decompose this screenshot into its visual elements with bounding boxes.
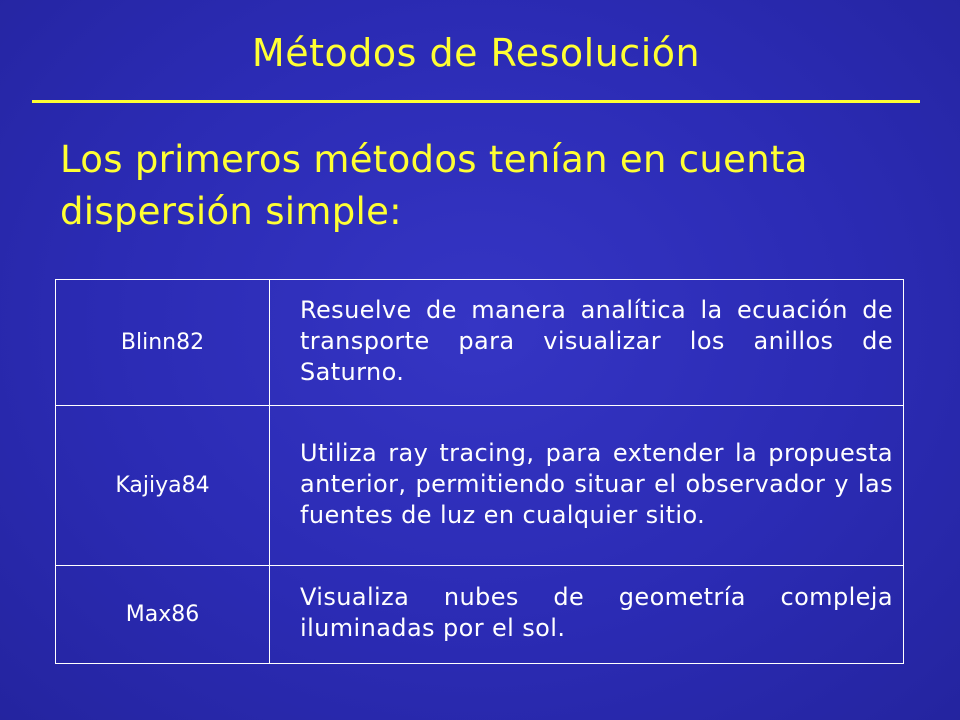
method-description: Resuelve de manera analítica la ecuación de transporte para visualizar los anillos de Saturno. bbox=[270, 280, 904, 406]
intro-text: Los primeros métodos tenían en cuenta dispersión simple: bbox=[60, 138, 808, 233]
title-underline bbox=[32, 100, 920, 103]
method-description: Visualiza nubes de geometría compleja iluminadas por el sol. bbox=[270, 566, 904, 664]
table-row-max86 bbox=[56, 566, 904, 664]
table-row-kajiya84 bbox=[56, 406, 904, 566]
methods-table bbox=[55, 279, 904, 664]
slide-title: Métodos de Resolución bbox=[251, 31, 701, 75]
method-name: Kajiya84 bbox=[56, 406, 270, 566]
method-description: Utiliza ray tracing, para extender la propuesta anterior, permitiendo situar el observador y las fuentes de luz en cualquier sitio. bbox=[270, 406, 904, 566]
table-row-blinn82 bbox=[56, 280, 904, 406]
method-name: Blinn82 bbox=[56, 280, 270, 406]
method-name: Max86 bbox=[56, 566, 270, 664]
